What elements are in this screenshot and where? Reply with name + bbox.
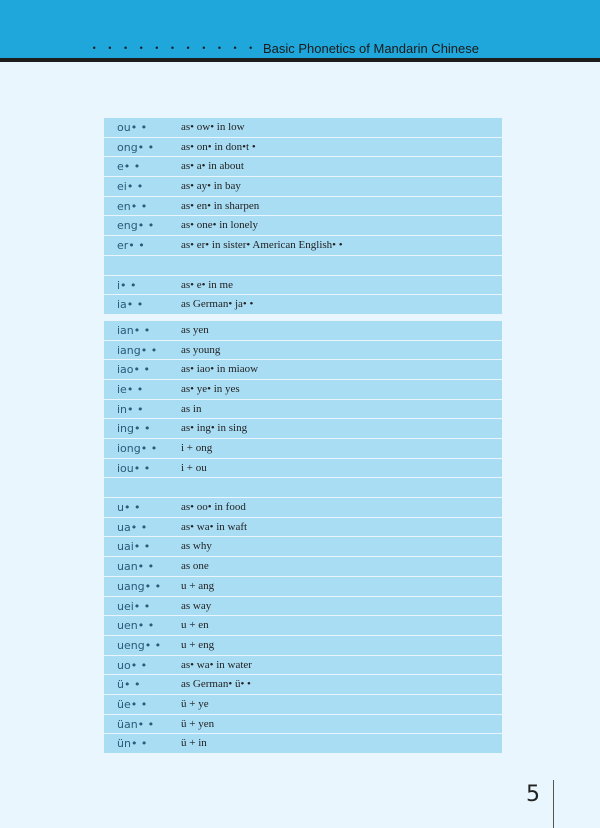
table-spacer — [104, 478, 502, 498]
pronunciation-description: as• ye• in yes — [181, 382, 240, 395]
table-row — [104, 557, 502, 577]
pronunciation-description: as• oo• in food — [181, 501, 246, 514]
pronunciation-description: as yen — [181, 323, 209, 336]
phonetic-symbol: uen• • — [117, 619, 155, 633]
pronunciation-description: u + en — [181, 619, 209, 632]
phonetic-symbol: uai• • — [117, 540, 151, 554]
phonetic-symbol: ü• • — [117, 678, 141, 692]
pronunciation-description: as• iao• in miaow — [181, 363, 259, 376]
table-row — [104, 380, 502, 400]
phonetic-symbol: ie• • — [117, 382, 144, 396]
phonetic-symbol: ia• • — [117, 298, 144, 312]
phonetic-symbol: eng• • — [117, 219, 155, 233]
phonetic-symbol: ei• • — [117, 180, 144, 194]
pronunciation-description: u + eng — [181, 638, 215, 651]
phonetic-symbol: ong• • — [117, 140, 155, 154]
page-number: 5 — [526, 782, 540, 807]
table-row — [104, 419, 502, 439]
pronunciation-description: as• en• in sharpen — [181, 199, 260, 212]
phonetic-symbol: ou• • — [117, 121, 148, 134]
pronunciation-description: ü + yen — [181, 717, 215, 730]
pronunciation-description: u + ang — [181, 579, 215, 592]
phonetic-symbol: en• • — [117, 199, 148, 213]
table-row — [104, 439, 502, 459]
pronunciation-description: as• one• in lonely — [181, 219, 259, 232]
pronunciation-description: as way — [181, 599, 212, 612]
pronunciation-description: as• ow• in low — [181, 121, 245, 133]
phonetic-symbol: iong• • — [117, 442, 158, 455]
phonetics-table — [104, 118, 502, 754]
header-title: Basic Phonetics of Mandarin Chinese — [262, 41, 479, 56]
phonetic-symbol: ün• • — [117, 737, 148, 751]
table-spacer — [104, 256, 502, 276]
table-row — [104, 498, 502, 518]
table-row — [104, 715, 502, 735]
pronunciation-description: as• a• in about — [181, 160, 244, 173]
pronunciation-description: ü + ye — [181, 697, 209, 710]
table-row — [104, 537, 502, 557]
phonetic-symbol: er• • — [117, 239, 145, 253]
pronunciation-description: as young — [181, 343, 221, 356]
table-row — [104, 400, 502, 420]
header-dots: • • • • • • • • • • • — [92, 43, 258, 53]
table-row — [104, 341, 502, 361]
pronunciation-description: as• wa• in waft — [181, 520, 248, 533]
table-row — [104, 695, 502, 715]
pronunciation-description: i + ou — [181, 461, 207, 474]
table-row — [104, 597, 502, 617]
page-header — [0, 0, 600, 62]
phonetic-symbol: ian• • — [117, 323, 151, 337]
table-row — [104, 518, 502, 538]
table-row — [104, 360, 502, 380]
phonetic-symbol: iao• • — [117, 363, 150, 377]
phonetic-symbol: uo• • — [117, 658, 148, 672]
pronunciation-description: as• er• in sister• American English• • — [181, 239, 343, 252]
table-row — [104, 656, 502, 676]
table-row — [104, 197, 502, 217]
phonetic-symbol: ua• • — [117, 520, 148, 534]
pronunciation-description: as German• ja• • — [181, 298, 254, 311]
table-row — [104, 216, 502, 236]
table-row — [104, 177, 502, 197]
pronunciation-description: as• e• in me — [181, 278, 233, 291]
phonetic-symbol: e• • — [117, 160, 141, 174]
phonetic-symbol: uei• • — [117, 599, 151, 613]
phonetic-symbol: in• • — [117, 402, 144, 416]
phonetic-symbol: üan• • — [117, 717, 155, 731]
table-row — [104, 321, 502, 341]
table-row — [104, 577, 502, 597]
table-row — [104, 295, 502, 315]
table-row — [104, 459, 502, 479]
pronunciation-description: as• wa• in water — [181, 658, 252, 671]
pronunciation-description: as• on• in don•t • — [181, 140, 256, 153]
table-row — [104, 138, 502, 158]
table-row — [104, 636, 502, 656]
table-row — [104, 118, 502, 138]
table-row — [104, 236, 502, 256]
phonetic-symbol: ueng• • — [117, 638, 162, 652]
table-row — [104, 276, 502, 296]
pronunciation-description: as why — [181, 540, 212, 553]
phonetic-symbol: iang• • — [117, 343, 158, 357]
table-row — [104, 157, 502, 177]
table-row — [104, 616, 502, 636]
table-row — [104, 734, 502, 754]
pronunciation-description: as• ay• in bay — [181, 180, 241, 193]
pronunciation-description: as in — [181, 402, 202, 415]
phonetic-symbol: üe• • — [117, 697, 148, 711]
pronunciation-description: as one — [181, 560, 209, 573]
pronunciation-description: i + ong — [181, 442, 213, 454]
phonetic-symbol: ing• • — [117, 422, 151, 436]
table-row — [104, 675, 502, 695]
phonetic-symbol: iou• • — [117, 461, 151, 475]
pronunciation-description: as• ing• in sing — [181, 422, 248, 435]
pronunciation-description: as German• ü• • — [181, 678, 251, 691]
running-title — [93, 41, 479, 56]
phonetic-symbol: uang• • — [117, 579, 162, 593]
pronunciation-description: ü + in — [181, 737, 207, 750]
phonetic-symbol: uan• • — [117, 560, 155, 574]
page-number-rule — [553, 780, 554, 828]
phonetic-symbol: u• • — [117, 501, 141, 515]
phonetic-symbol: i• • — [117, 278, 137, 292]
